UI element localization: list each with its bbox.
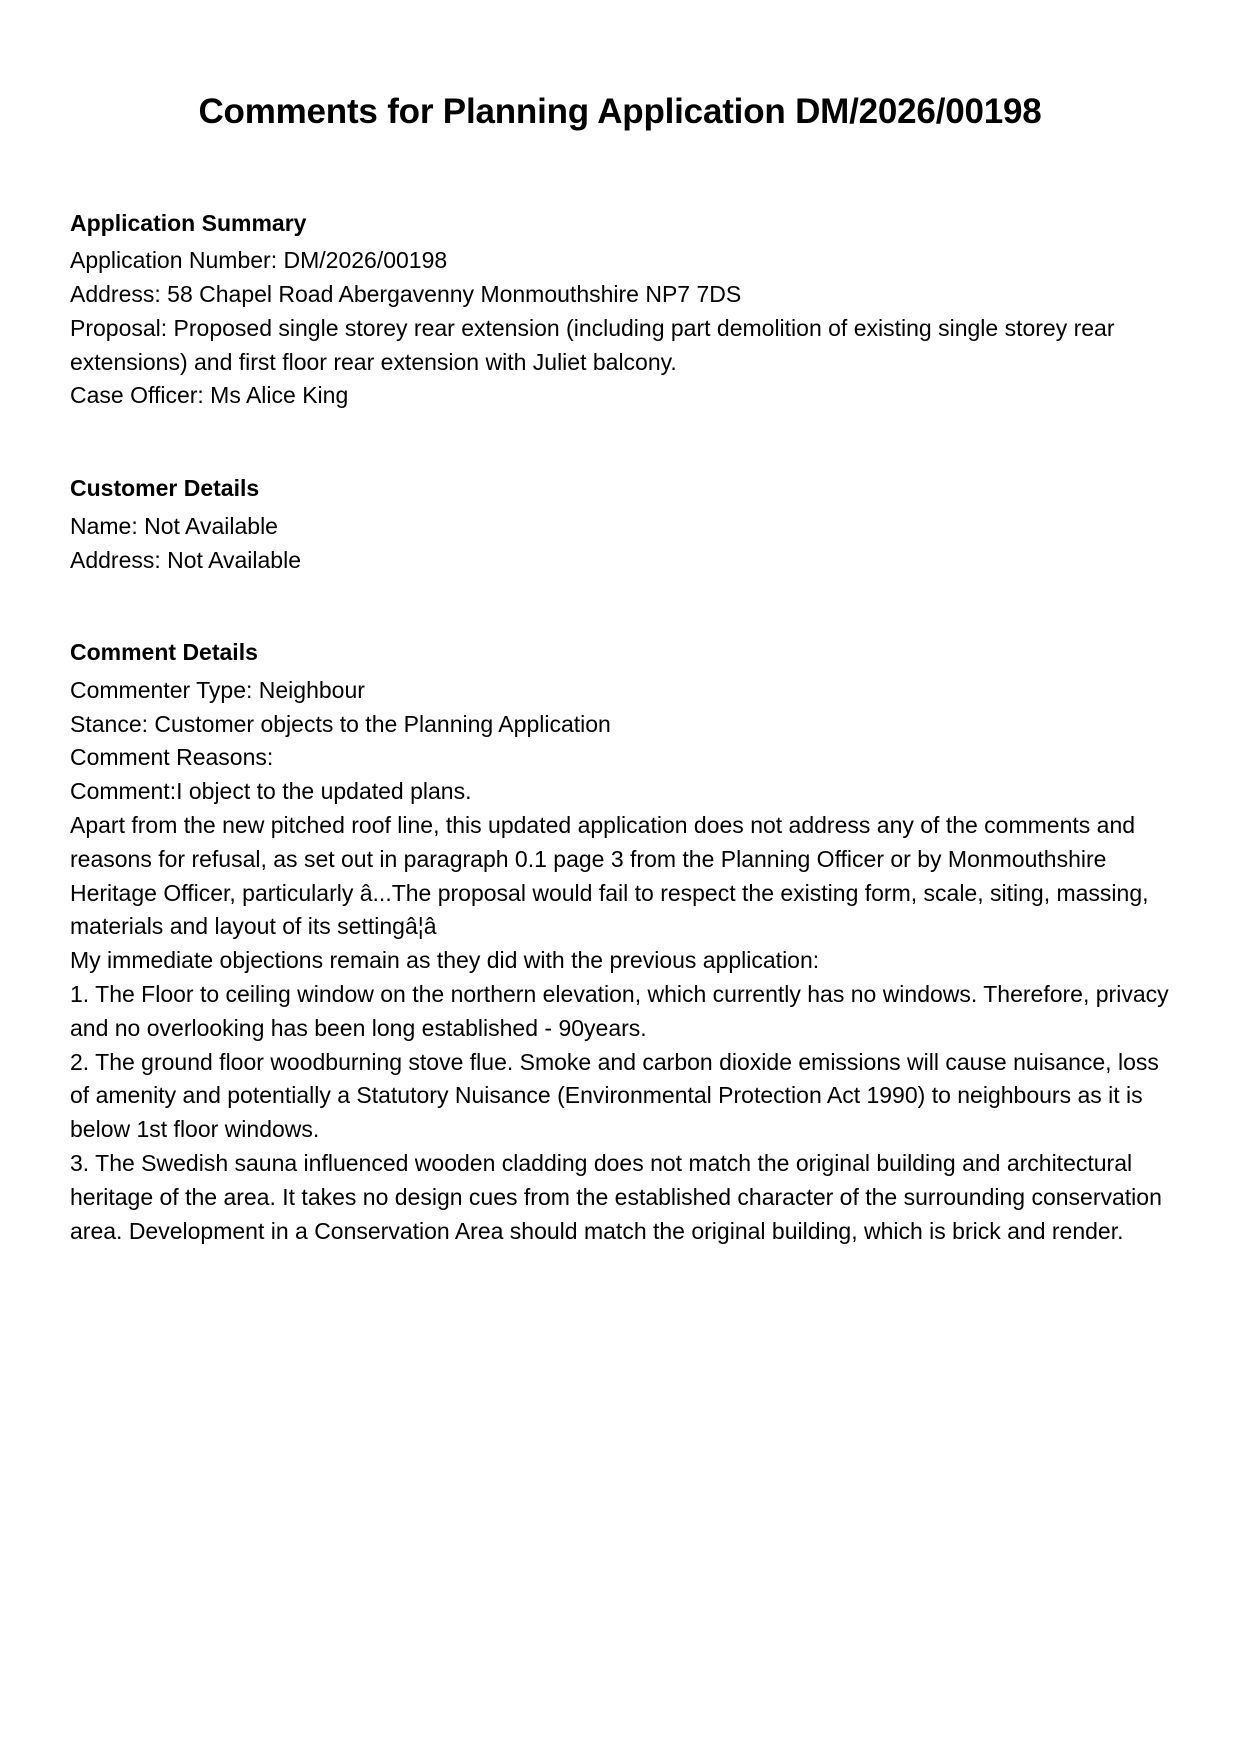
comment-objection-3: 3. The Swedish sauna influenced wooden cladding does not match the original building and architectural heritage of the area. It takes no design cues from the established character of the surrounding conservation area. Development in a Conservation Area should match the original building, which is brick and render. [70,1149,1162,1244]
customer-details-section [70,471,1170,577]
comment-paragraph-2: My immediate objections remain as they did with the previous application: [70,947,820,974]
application-number: Application Number: DM/2026/00198 [70,247,448,274]
customer-address: Address: Not Available [70,546,301,573]
comment-intro: Comment:I object to the updated plans. [70,778,472,805]
application-address: Address: 58 Chapel Road Abergavenny Monmouthshire NP7 7DS [70,281,742,308]
comment-details-section [70,635,1170,1248]
application-summary-heading: Application Summary [70,209,307,236]
comment-reasons: Comment Reasons: [70,744,274,771]
customer-details-heading: Customer Details [70,475,260,502]
case-officer: Case Officer: Ms Alice King [70,382,349,409]
comment-details-heading: Comment Details [70,639,258,666]
application-proposal: Proposal: Proposed single storey rear extension (including part demolition of existing single storey rear extensions) and first floor rear extension with Juliet balcony. [70,314,1115,375]
comment-objection-1: 1. The Floor to ceiling window on the northern elevation, which currently has no windows. Therefore, privacy and no overlooking has been long established - 90years. [70,981,1169,1041]
comment-stance: Stance: Customer objects to the Planning Application [70,710,611,737]
customer-name: Name: Not Available [70,512,278,539]
comment-objection-2: 2. The ground floor woodburning stove flue. Smoke and carbon dioxide emissions will cause nuisance, loss of amenity and potentially a Statutory Nuisance (Environmental Protection Act 1990) to neighbours as it is below 1st floor windows. [70,1048,1159,1143]
page-title: Comments for Planning Application DM/2026/00198 [198,92,1042,131]
comment-paragraph-1: Apart from the new pitched roof line, this updated application does not address any of the comments and reasons for refusal, as set out in paragraph 0.1 page 3 from the Planning Officer or by Monmouthshire Heritage Officer, particularly â...The proposal would fail to respect the existing form, scale, siting, massing, materials and layout of its settingâ¦â [70,812,1149,940]
commenter-type: Commenter Type: Neighbour [70,676,365,703]
application-summary-section [70,206,1170,413]
